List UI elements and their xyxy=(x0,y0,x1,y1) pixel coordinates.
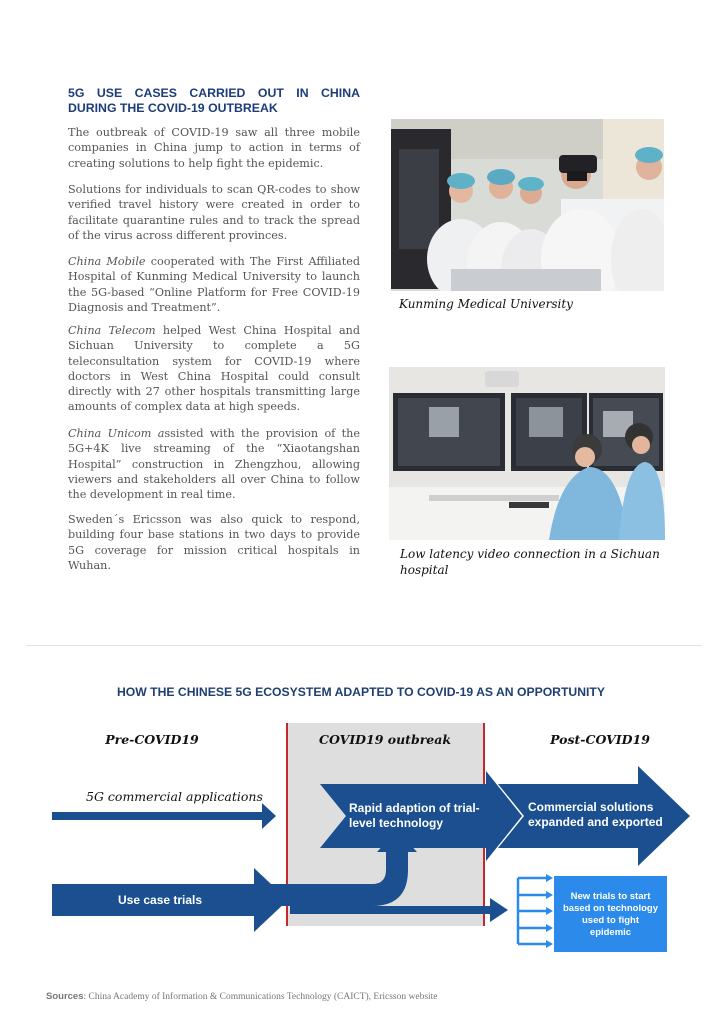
commercial-applications-label: 5G commercial applications xyxy=(86,789,263,804)
title-line-1: 5G USE CASES CARRIED OUT IN CHINA xyxy=(68,86,360,100)
new-trials-branch-arrows xyxy=(518,874,553,948)
commercial-solutions-line-2: expanded and exported xyxy=(528,815,663,829)
paragraph-qr-codes: Solutions for individuals to scan QR-codes to show verified travel history were created in order to facilitate quarantine rules and to track the spread of the virus across different provinces. xyxy=(68,183,360,242)
china-unicom-label: China Unicom a xyxy=(68,427,165,440)
rapid-adaption-label xyxy=(349,801,499,831)
new-trials-line-3: used to fight xyxy=(582,915,639,926)
phase-outbreak-label: COVID19 outbreak xyxy=(319,732,451,747)
china-mobile-text: cooperated with The First Affiliated Hospital of Kunming Medical University to launch the 5G-based “Online Platform for Free COVID-19 Diagnosis and Treatment”. xyxy=(68,255,360,314)
sources-label: Sources xyxy=(46,991,84,1002)
china-unicom-text: ssisted with the provision of the 5G+4K live streaming of the “Xiaotangshan Hospital” construction in Zhengzhou, allowing viewers and stakeholders all over China to follow the development in real time. xyxy=(68,427,360,502)
commercial-solutions-label xyxy=(528,800,678,830)
sources-text: : China Academy of Information & Communications Technology (CAICT), Ericsson website xyxy=(83,992,438,1002)
rapid-adaption-line-1: Rapid adaption of trial- xyxy=(349,801,480,815)
china-mobile-label: China Mobile xyxy=(68,255,146,268)
phase-pre-covid-label: Pre-COVID19 xyxy=(105,732,199,747)
paragraph-intro: The outbreak of COVID-19 saw all three mobile companies in China jump to action in terms of creating solutions to help fight the epidemic. xyxy=(68,126,360,170)
china-telecom-label: China Telecom xyxy=(68,324,156,337)
new-trials-line-4: epidemic xyxy=(589,927,632,938)
china-telecom-text: helped West China Hospital and Sichuan University to complete a 5G teleconsultation system for COVID-19 where doctors in West China Hospital could consult directly with 27 other hospitals transmitting large amounts of complex data at high speeds. xyxy=(68,324,361,414)
use-case-trials-label: Use case trials xyxy=(118,893,203,907)
rapid-adaption-line-2: level technology xyxy=(349,816,444,830)
photo-kunming-caption: Kunming Medical University xyxy=(399,297,573,311)
title-line-2: DURING THE COVID-19 OUTBREAK xyxy=(68,101,278,115)
new-trials-line-1: New trials to start xyxy=(570,891,651,902)
phase-post-covid-label: Post-COVID19 xyxy=(550,732,650,747)
new-trials-line-2: based on technology xyxy=(562,903,658,914)
sources-footnote xyxy=(46,991,438,1002)
paragraph-ericsson: Sweden´s Ericsson was also quick to respond, building four base stations in two days to provide 5G coverage for mission critical hospitals in Wuhan. xyxy=(68,513,360,572)
commercial-applications-arrow xyxy=(52,803,276,829)
new-trials-label xyxy=(554,891,667,939)
diagram-title: HOW THE CHINESE 5G ECOSYSTEM ADAPTED TO COVID-19 AS AN OPPORTUNITY xyxy=(116,685,605,699)
commercial-solutions-line-1: Commercial solutions xyxy=(528,800,654,814)
photo-sichuan-caption-line-2: hospital xyxy=(400,563,449,577)
photo-sichuan-caption-line-1: Low latency video connection in a Sichuan xyxy=(400,547,660,561)
